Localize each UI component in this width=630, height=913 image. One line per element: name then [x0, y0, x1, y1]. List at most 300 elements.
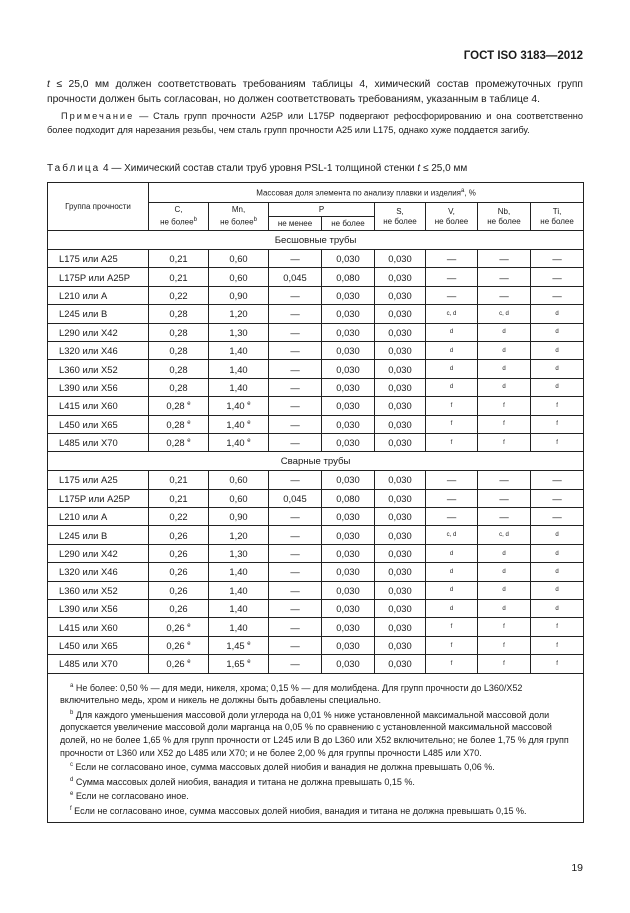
nb-cell	[478, 600, 531, 618]
group-cell	[48, 489, 149, 507]
v-cell	[426, 397, 478, 415]
v-cell	[426, 433, 478, 451]
p-max-cell-value: 0,030	[336, 289, 360, 301]
p-max-cell	[322, 471, 375, 489]
p-max-cell-value: 0,030	[336, 474, 360, 486]
c-cell-value: 0,26	[169, 566, 188, 578]
mn-cell-value: 1,40	[229, 363, 248, 375]
document-header: ГОСТ ISO 3183—2012	[463, 50, 583, 62]
group-cell-value: L175 или A25	[59, 253, 118, 265]
c-cell	[149, 618, 209, 636]
mn-cell-value: 1,40	[229, 345, 248, 357]
v-cell	[426, 341, 478, 359]
mn-cell-value: 1,40	[226, 418, 245, 430]
p-max-cell	[322, 655, 375, 673]
ti-cell	[531, 581, 584, 599]
intro-text: ≤ 25,0 мм должен соответствовать требованиям таблицы 4, химический состав промежуточных групп прочности должен быть согласован, но должен соответствовать требованиям, указанным в таблице 4.	[47, 79, 583, 105]
c-cell	[149, 544, 209, 562]
v-cell-value: f	[450, 421, 453, 428]
p-max-cell	[322, 360, 375, 378]
ti-cell	[531, 471, 584, 489]
p-max-cell	[322, 305, 375, 323]
p-min-cell-value: —	[290, 640, 300, 651]
group-cell	[48, 526, 149, 544]
ti-cell-value: —	[552, 253, 562, 265]
ti-cell	[531, 508, 584, 526]
s-cell	[375, 305, 426, 323]
footnotes	[48, 673, 584, 822]
c-cell-footnote: e	[187, 659, 191, 666]
v-cell	[426, 415, 478, 433]
table-row	[48, 360, 584, 378]
mn-cell-footnote: e	[247, 419, 251, 426]
v-cell	[426, 305, 478, 323]
footnote-mark: a	[70, 682, 74, 689]
table-row	[48, 415, 584, 433]
group-cell	[48, 305, 149, 323]
nb-cell-value: —	[499, 289, 509, 301]
nb-cell-value: f	[503, 624, 505, 631]
c-cell-value: 0,26	[166, 621, 185, 633]
group-cell	[48, 544, 149, 562]
c-cell-value: 0,21	[169, 253, 188, 265]
s-cell	[375, 600, 426, 618]
c-cell	[149, 250, 209, 268]
nb-cell	[478, 471, 531, 489]
group-cell-value: L415 или X60	[59, 400, 118, 412]
p-max-cell	[322, 618, 375, 636]
p-min-cell	[269, 415, 322, 433]
s-cell	[375, 544, 426, 562]
c-cell-value: 0,28	[169, 308, 188, 320]
nb-cell	[478, 341, 531, 359]
group-cell	[48, 618, 149, 636]
ti-cell	[531, 341, 584, 359]
mass-fraction-header	[149, 183, 584, 203]
nb-cell	[478, 415, 531, 433]
p-min-cell-value: —	[290, 621, 300, 633]
nb-sub: не более	[487, 216, 521, 226]
footnote-mark: c	[70, 762, 73, 769]
mn-cell	[209, 415, 269, 433]
p-max-cell-value: 0,030	[336, 253, 360, 265]
table-row	[48, 250, 584, 268]
ti-cell-value: f	[556, 624, 558, 631]
v-cell	[426, 563, 478, 581]
table-row	[48, 489, 584, 507]
p-min-cell	[269, 618, 322, 636]
nb-cell	[478, 508, 531, 526]
c-cell-footnote: e	[187, 622, 191, 629]
ti-cell-value: f	[556, 402, 558, 409]
group-cell-value: L360 или X52	[59, 584, 118, 596]
nb-label: Nb,	[497, 206, 511, 216]
group-cell	[48, 286, 149, 304]
nb-cell-value: —	[499, 511, 509, 523]
mn-cell-value: 0,60	[229, 474, 248, 486]
s-cell-value: 0,030	[388, 326, 412, 338]
p-min-cell-value: —	[290, 474, 300, 486]
p-min-cell	[269, 397, 322, 415]
nb-cell-value: d	[502, 568, 506, 575]
s-cell	[375, 415, 426, 433]
v-cell	[426, 581, 478, 599]
v-cell	[426, 286, 478, 304]
v-cell-value: d	[449, 347, 454, 354]
table-row	[48, 618, 584, 636]
group-cell	[48, 378, 149, 396]
col-header-s	[375, 203, 426, 231]
group-cell-value: L245 или B	[59, 529, 108, 541]
group-cell-value: L360 или X52	[59, 363, 118, 375]
col-header-p-max: не более	[322, 217, 375, 231]
v-cell-value: d	[449, 587, 454, 594]
p-max-cell-value: 0,030	[336, 548, 360, 560]
table-row	[48, 397, 584, 415]
nb-cell	[478, 305, 531, 323]
c-cell	[149, 433, 209, 451]
v-cell-value: f	[450, 660, 453, 667]
nb-cell	[478, 268, 531, 286]
mn-cell	[209, 268, 269, 286]
footnote-d	[60, 774, 575, 789]
mn-cell	[209, 341, 269, 359]
ti-cell-value: f	[556, 660, 558, 667]
s-cell-value: 0,030	[388, 418, 412, 430]
p-max-cell-value: 0,030	[336, 326, 360, 338]
p-max-cell-value: 0,030	[336, 345, 360, 357]
c-cell-value: 0,28	[169, 345, 188, 357]
p-min-cell-value: —	[290, 381, 300, 393]
p-min-cell	[269, 250, 322, 268]
p-min-cell	[269, 655, 322, 673]
v-cell	[426, 600, 478, 618]
v-cell	[426, 268, 478, 286]
c-cell-value: 0,26	[169, 529, 188, 541]
nb-cell-value: d	[502, 329, 506, 336]
nb-cell-value: f	[503, 642, 505, 649]
table-row	[48, 341, 584, 359]
nb-cell	[478, 360, 531, 378]
group-cell	[48, 250, 149, 268]
c-cell	[149, 341, 209, 359]
c-sub: не более	[160, 217, 194, 227]
mn-cell-value: 1,40	[226, 437, 245, 449]
c-cell	[149, 636, 209, 654]
footnote-f	[60, 803, 575, 818]
mn-cell-value: 0,60	[229, 492, 248, 504]
ti-cell	[531, 526, 584, 544]
intro-paragraph	[47, 78, 583, 107]
c-fn: b	[193, 217, 197, 224]
s-cell	[375, 526, 426, 544]
ti-cell	[531, 360, 584, 378]
ti-cell-value: d	[555, 550, 559, 557]
p-max-cell-value: 0,030	[336, 603, 360, 615]
mn-cell-footnote: e	[247, 640, 251, 647]
v-cell-value: d	[449, 384, 454, 391]
p-min-cell	[269, 508, 322, 526]
p-max-cell	[322, 250, 375, 268]
v-cell-value: d	[449, 605, 454, 612]
p-min-cell-value: —	[290, 584, 300, 596]
p-max-cell	[322, 581, 375, 599]
mn-label: Mn,	[231, 205, 246, 215]
section-title-welded: Сварные трубы	[48, 452, 584, 471]
mn-cell-value: 1,30	[229, 548, 248, 560]
nb-cell-value: f	[503, 439, 505, 446]
caption-tail: ≤ 25,0 мм	[420, 163, 468, 174]
footnote-text: Если не согласовано иное, сумма массовых долей ниобия, ванадия и титана не должна превышать 0,15 %.	[71, 805, 527, 816]
c-cell-footnote: e	[187, 437, 191, 444]
nb-cell-value: f	[503, 402, 505, 409]
mn-cell	[209, 305, 269, 323]
s-cell-value: 0,030	[388, 584, 412, 596]
nb-cell-value: d	[502, 605, 506, 612]
footnote-text: Если не согласовано иное.	[73, 791, 189, 802]
p-max-cell-value: 0,030	[336, 418, 360, 430]
ti-cell-value: d	[555, 568, 559, 575]
mn-cell	[209, 489, 269, 507]
c-cell-footnote: e	[187, 401, 191, 408]
mn-cell-value: 0,60	[229, 271, 248, 283]
c-cell	[149, 286, 209, 304]
v-cell-value: d	[449, 550, 454, 557]
s-cell	[375, 341, 426, 359]
nb-cell-value: f	[503, 660, 505, 667]
ti-cell	[531, 250, 584, 268]
p-max-cell	[322, 508, 375, 526]
table-row	[48, 268, 584, 286]
ti-cell-value: d	[555, 384, 559, 391]
p-max-cell-value: 0,030	[336, 566, 360, 578]
s-cell	[375, 563, 426, 581]
mn-cell-value: 1,40	[229, 621, 248, 633]
nb-cell	[478, 655, 531, 673]
s-cell	[375, 581, 426, 599]
nb-cell-value: f	[503, 421, 505, 428]
p-min-cell	[269, 544, 322, 562]
p-min-cell-value: —	[290, 529, 300, 541]
mass-header-text: Массовая доля элемента по анализу плавки и изделия	[256, 188, 462, 198]
c-cell-value: 0,22	[169, 511, 188, 523]
ti-cell	[531, 489, 584, 507]
c-cell-value: 0,21	[169, 474, 188, 486]
c-cell-footnote: e	[187, 640, 191, 647]
s-cell-value: 0,030	[388, 400, 412, 412]
s-cell-value: 0,030	[388, 474, 412, 486]
s-cell-value: 0,030	[388, 511, 412, 523]
col-header-v	[426, 203, 478, 231]
nb-cell-value: d	[502, 366, 506, 373]
mn-cell	[209, 600, 269, 618]
p-max-cell	[322, 544, 375, 562]
s-cell	[375, 286, 426, 304]
c-cell-value: 0,26	[169, 548, 188, 560]
col-header-mn	[209, 203, 269, 231]
mn-cell-value: 1,45	[226, 640, 245, 651]
v-cell-value: d	[449, 366, 454, 373]
welded-section	[48, 452, 584, 673]
p-min-cell	[269, 378, 322, 396]
p-max-cell	[322, 433, 375, 451]
mn-cell-footnote: e	[247, 437, 251, 444]
v-cell	[426, 526, 478, 544]
s-cell-value: 0,030	[388, 621, 412, 633]
mn-cell-value: 1,40	[229, 603, 248, 615]
v-cell	[426, 360, 478, 378]
s-label: S,	[396, 206, 404, 216]
p-min-cell	[269, 360, 322, 378]
nb-cell-value: —	[499, 492, 509, 504]
nb-cell	[478, 563, 531, 581]
group-cell	[48, 471, 149, 489]
v-cell-value: f	[450, 624, 453, 631]
p-max-cell	[322, 286, 375, 304]
p-max-cell	[322, 341, 375, 359]
s-cell-value: 0,030	[388, 566, 412, 578]
p-max-cell-value: 0,030	[336, 621, 360, 633]
mn-cell	[209, 323, 269, 341]
v-cell-value: —	[446, 253, 457, 265]
p-min-cell	[269, 526, 322, 544]
c-cell-value: 0,21	[169, 492, 188, 504]
mn-cell	[209, 526, 269, 544]
group-cell	[48, 323, 149, 341]
p-min-cell	[269, 341, 322, 359]
s-cell	[375, 508, 426, 526]
ti-cell-value: d	[555, 310, 559, 317]
nb-cell-value: d	[502, 384, 506, 391]
table-row	[48, 563, 584, 581]
nb-cell	[478, 397, 531, 415]
c-cell	[149, 655, 209, 673]
s-sub: не более	[383, 216, 417, 226]
p-max-cell	[322, 397, 375, 415]
p-max-cell	[322, 268, 375, 286]
p-min-cell	[269, 581, 322, 599]
s-cell-value: 0,030	[388, 345, 412, 357]
p-max-cell-value: 0,030	[336, 584, 360, 596]
ti-cell	[531, 618, 584, 636]
ti-cell	[531, 415, 584, 433]
mn-cell	[209, 544, 269, 562]
table-row	[48, 471, 584, 489]
mn-cell-value: 1,20	[229, 529, 248, 541]
s-cell	[375, 618, 426, 636]
ti-cell-value: f	[556, 421, 558, 428]
v-cell	[426, 655, 478, 673]
table-row	[48, 655, 584, 673]
v-cell-value: —	[446, 492, 457, 504]
page-number: 19	[571, 862, 583, 874]
table-row	[48, 433, 584, 451]
p-min-cell	[269, 489, 322, 507]
p-min-cell-value: 0,045	[283, 271, 307, 283]
p-max-cell	[322, 526, 375, 544]
mn-cell-value: 1,40	[226, 400, 245, 412]
v-cell-value: —	[446, 474, 457, 486]
mn-cell	[209, 433, 269, 451]
nb-cell	[478, 636, 531, 654]
group-cell	[48, 360, 149, 378]
v-cell-value: c, d	[446, 532, 457, 539]
mn-cell	[209, 360, 269, 378]
nb-cell	[478, 544, 531, 562]
v-cell-value: f	[450, 642, 453, 649]
s-cell	[375, 433, 426, 451]
p-max-cell-value: 0,080	[336, 492, 360, 504]
mn-cell	[209, 286, 269, 304]
c-cell-value: 0,26	[169, 584, 188, 596]
c-cell-value: 0,26	[166, 658, 185, 670]
mn-cell-value: 1,40	[229, 566, 248, 578]
table-row	[48, 600, 584, 618]
p-min-cell	[269, 471, 322, 489]
group-cell-value: L485 или X70	[59, 437, 118, 449]
c-cell	[149, 526, 209, 544]
nb-cell-value: d	[502, 550, 506, 557]
nb-cell-value: —	[499, 474, 509, 486]
p-min-cell	[269, 305, 322, 323]
table-row	[48, 378, 584, 396]
footnote-b	[60, 707, 575, 759]
p-max-cell	[322, 489, 375, 507]
ti-cell	[531, 397, 584, 415]
ti-cell	[531, 433, 584, 451]
p-min-cell-value: —	[290, 289, 300, 301]
p-max-cell-value: 0,030	[336, 658, 360, 670]
s-cell	[375, 323, 426, 341]
v-cell	[426, 544, 478, 562]
ti-cell-value: d	[555, 532, 559, 539]
p-min-cell-value: 0,045	[283, 492, 307, 504]
p-min-cell-value: —	[290, 400, 300, 412]
p-max-cell	[322, 415, 375, 433]
footnote-e	[60, 788, 575, 803]
mn-cell	[209, 250, 269, 268]
c-cell	[149, 581, 209, 599]
ti-cell	[531, 268, 584, 286]
c-cell-value: 0,28	[169, 326, 188, 338]
p-min-cell-value: —	[290, 308, 300, 320]
ti-cell	[531, 563, 584, 581]
ti-sub: не более	[540, 216, 574, 226]
mn-cell-value: 1,65	[226, 658, 245, 670]
p-max-cell	[322, 323, 375, 341]
p-min-cell-value: —	[290, 603, 300, 615]
group-cell	[48, 655, 149, 673]
ti-cell	[531, 323, 584, 341]
footnote-mark: f	[70, 805, 72, 812]
group-cell	[48, 581, 149, 599]
v-cell-value: —	[446, 271, 457, 283]
p-max-cell-value: 0,030	[336, 437, 360, 449]
s-cell-value: 0,030	[388, 253, 412, 265]
c-cell-value: 0,28	[166, 437, 185, 449]
s-cell-value: 0,030	[388, 658, 412, 670]
c-cell	[149, 305, 209, 323]
s-cell	[375, 360, 426, 378]
nb-cell-value: c, d	[499, 310, 509, 317]
nb-cell-value: d	[502, 587, 506, 594]
p-max-cell	[322, 600, 375, 618]
group-cell-value: L320 или X46	[59, 566, 118, 578]
s-cell-value: 0,030	[388, 381, 412, 393]
c-cell-value: 0,28	[166, 400, 185, 412]
group-cell-value: L450 или X65	[59, 640, 118, 651]
ti-cell-value: d	[555, 605, 559, 612]
